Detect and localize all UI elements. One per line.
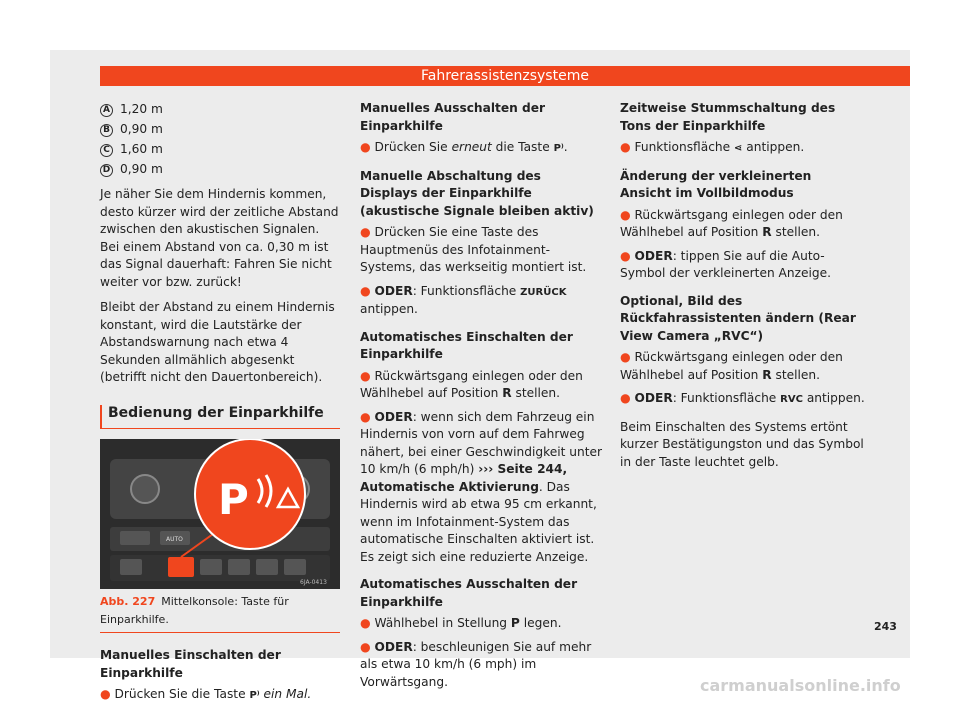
auto-label: AUTO [166, 536, 183, 543]
bullet-dot-icon: ● [620, 391, 631, 405]
page-header: Fahrerassistenzsysteme [100, 66, 910, 86]
page-reference-link[interactable]: ››› Seite 244, Automatische Aktivierung [360, 462, 568, 494]
bullet-text: : tippen Sie auf die Auto-Symbol der verkleinerten Anzeige. [620, 248, 832, 280]
bullet-dot-icon: ● [360, 283, 371, 298]
bullet-text: Rückwärtsgang einlegen oder den Wählhebel auf Position [360, 368, 583, 400]
bullet-manual-off: ● Drücken Sie erneut die Taste P⁾. [360, 139, 602, 158]
column-3 [620, 100, 865, 479]
bullet-text: Funktionsfläche [634, 140, 731, 154]
bullet-text: : Funktionsfläche [672, 391, 777, 405]
heading-auto-off: Automatisches Ausschalten der Einparkhilfe [360, 577, 578, 609]
bullet-text: : Funktionsfläche [412, 283, 517, 298]
bullet-mute [620, 139, 865, 158]
bullet-dot-icon: ● [620, 350, 631, 364]
figure-label: Abb. 227 [100, 595, 156, 608]
bullet-text: antippen. [746, 140, 805, 154]
bullet-display-off [360, 224, 602, 277]
bullet-dot-icon: ● [620, 248, 631, 263]
distance-value: 0,90 m [120, 162, 163, 177]
bullet-reduced-alt [620, 248, 865, 283]
bullet-rvc-alt [620, 390, 865, 409]
bullet-text: : beschleunigen Sie auf mehr als etwa 10 km/h (6 mph) im Vorwärtsgang. [360, 639, 592, 689]
parking-p-symbol: P [218, 475, 249, 524]
bullet-auto-off [360, 615, 602, 633]
bullet-text: Das Hindernis wird ab etwa 95 cm erkannt, wenn im Infotainment-System das automatische Einschalten aktiviert ist. Es zeigt sich eine reduzierte Anzeige. [360, 479, 597, 564]
figure-code: 6JA-0413 [300, 579, 327, 586]
bullet-manual-on [100, 686, 340, 705]
oder-label: ODER [634, 391, 673, 405]
distance-value: 1,60 m [120, 142, 163, 157]
heading-display-off: Manuelle Abschaltung des Displays der Einparkhilfe (akustische Signale bleiben aktiv) [360, 168, 594, 218]
bullet-text: antippen. [360, 302, 418, 316]
rvc-tag: RVC [780, 394, 803, 405]
bullet-text: die Taste [495, 140, 550, 154]
oder-label: ODER [634, 248, 673, 263]
bullet-display-off-alt [360, 283, 602, 319]
paragraph-distance-signal: Je näher Sie dem Hindernis kommen, desto kürzer wird der zeitliche Abstand zwischen den akustischen Signalen. Bei einem Abstand von ca. 0,30 m ist das Signal dauerhaft: Fahren Sie nicht weiter vor bzw. zurück! [100, 187, 339, 289]
gear-r-label: R [762, 225, 772, 239]
bullet-text: antippen. [806, 391, 865, 405]
bullet-dot-icon: ● [100, 687, 111, 701]
bullet-dot-icon: ● [620, 207, 631, 222]
gear-p-label: P [510, 616, 520, 630]
center-console-illustration [100, 439, 340, 589]
figure-caption-text: Mittelkonsole: Taste für Einparkhilfe. [100, 595, 289, 626]
bullet-dot-icon: ● [360, 368, 371, 383]
oder-label: ODER [374, 283, 413, 298]
gear-r-label: R [502, 386, 512, 400]
bullet-text: Drücken Sie die Taste [114, 687, 246, 701]
bullet-rvc [620, 349, 865, 384]
heading-rvc: Optional, Bild des Rückfahrassistenten ändern (Rear View Camera „RVC“) [620, 293, 856, 343]
bullet-reduced [620, 207, 865, 242]
figure-center-console [100, 439, 340, 589]
column-1 [100, 100, 340, 708]
watermark: carmanualsonline.info [700, 676, 901, 695]
bullet-text: Drücken Sie eine Taste des Hauptmenüs des Infotainment-Systems, das werkseitig montiert ist. [360, 225, 587, 274]
bullet-dot-icon: ● [360, 140, 371, 154]
zurueck-tag: ZURÜCK [520, 286, 567, 298]
bullet-text: stellen. [775, 225, 821, 239]
heading-manual-on: Manuelles Einschalten der Einparkhilfe [100, 648, 281, 680]
distance-row-d [100, 160, 340, 180]
parking-sensor-icon: P⁾ [249, 690, 260, 701]
oder-label: ODER [374, 409, 413, 424]
mute-speaker-icon: ⋖ [734, 143, 743, 154]
distance-row-a [100, 100, 340, 120]
heading-mute: Zeitweise Stummschaltung des Tons der Einparkhilfe [620, 101, 836, 133]
oder-label: ODER [374, 639, 413, 654]
parking-sensor-icon: P⁾ [553, 143, 564, 154]
gear-r-label: R [762, 367, 772, 382]
section-title: Bedienung der Einparkhilfe [100, 405, 340, 430]
heading-reduced-view: Änderung der verkleinerten Ansicht im Vollbildmodus [620, 168, 812, 200]
letter-b-badge: B [100, 124, 113, 137]
bullet-dot-icon: ● [360, 409, 371, 424]
bullet-text: legen. [523, 616, 562, 630]
bullet-auto-on-alt: ● ODER: wenn sich dem Fahrzeug ein Hindernis von vorn auf dem Fahrweg nähert, bei einer Geschwindigkeit unter 10 km/h (6 mph/h) ››› Seite 244, Automatische Aktivierung. Das Hindernis wird ab etwa 95 cm erkannt, wenn im Infotainment-System das automatische Einschalten aktiviert ist. Es zeigt sich eine reduzierte Anzeige. [360, 409, 602, 564]
distance-value: 0,90 m [120, 122, 163, 137]
bullet-auto-off-alt [360, 639, 602, 692]
letter-a-badge: A [100, 104, 113, 117]
letter-c-badge: C [100, 144, 113, 157]
bullet-text: : wenn sich dem Fahrzeug ein Hindernis von vorn auf dem Fahrweg nähert, bei einer Geschwindigkeit unter 10 km/h (6 mph/h) [360, 409, 602, 476]
distance-value: 1,20 m [120, 102, 163, 117]
column-2 [360, 100, 602, 697]
bullet-text: Wählhebel in Stellung [374, 616, 508, 630]
distance-row-b [100, 120, 340, 140]
figure-caption [100, 593, 340, 633]
bullet-text-em: ein Mal. [263, 687, 312, 701]
bullet-text: Rückwärtsgang einlegen oder den Wählhebel auf Position [620, 207, 843, 239]
bullet-text: Drücken Sie [374, 140, 448, 154]
bullet-text-em: erneut [451, 140, 492, 154]
bullet-dot-icon: ● [360, 225, 371, 239]
heading-auto-on: Automatisches Einschalten der Einparkhilfe [360, 329, 573, 361]
letter-d-badge: D [100, 164, 113, 177]
heading-manual-off: Manuelles Ausschalten der Einparkhilfe [360, 101, 546, 133]
page-number: 243 [874, 620, 897, 633]
bullet-text: stellen. [775, 367, 821, 382]
paragraph-volume: Bleibt der Abstand zu einem Hindernis konstant, wird die Lautstärke der Abstandswarnung nach etwa 4 Sekunden allmählich abgesenkt (betrifft nicht den Dauertonbereich). [100, 300, 335, 384]
bullet-dot-icon: ● [360, 639, 371, 654]
bullet-text: stellen. [515, 386, 561, 400]
bullet-text: Rückwärtsgang einlegen oder den Wählhebel auf Position [620, 350, 843, 382]
paragraph-confirmation: Beim Einschalten des Systems ertönt kurzer Bestätigungston und das Symbol in der Taste leuchtet gelb. [620, 419, 864, 469]
bullet-dot-icon: ● [620, 140, 631, 154]
distance-row-c [100, 140, 340, 160]
bullet-dot-icon: ● [360, 616, 371, 630]
bullet-auto-on [360, 368, 602, 403]
